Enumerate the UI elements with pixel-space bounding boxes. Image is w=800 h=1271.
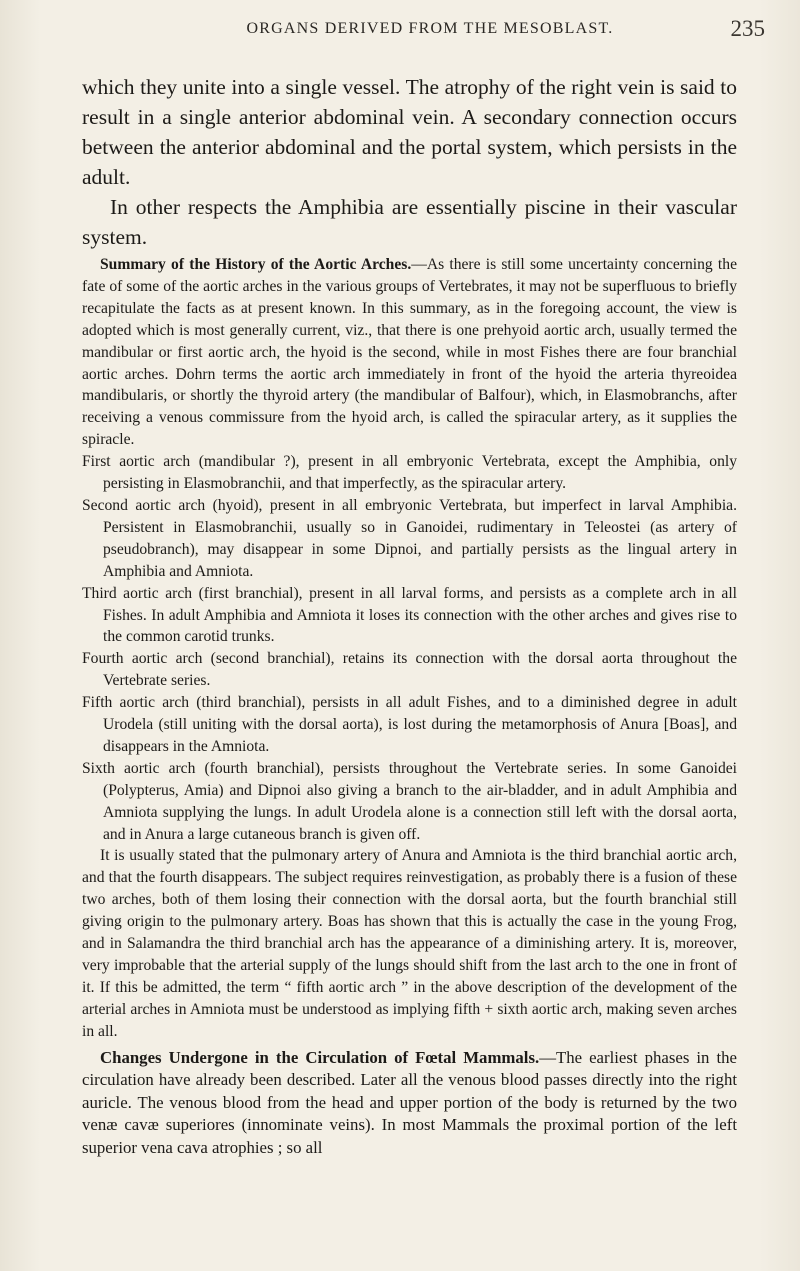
summary-text: —As there is still some uncertainty concerning the fate of some of the aortic arches in the various groups of Vertebrates, it may not be superfluous to briefly recapitulate the facts as at present known. In this summary, as in the foregoing account, the view is adopted which is most generally current, viz., that there is one prehyoid aortic arch, usually termed the mandibular or first aortic arch, the hyoid is the second, while in most Fishes there are four branchial aortic arches. Dohrn terms the aortic arch immediately in front of the hyoid the arteria thyreoidea mandibularis, or shortly the thyroid artery (the mandibular of Balfour), which, in Elasmobranchs, after receiving a venous commissure from the hyoid arch, is called the spiracular artery, as it supplies the spiracle. [82,256,737,449]
aortic-arch-list [82,451,737,845]
running-head [95,16,765,50]
summary-heading: Summary of the History of the Aortic Arches. [100,256,412,273]
arch-item-fourth: Fourth aortic arch (second branchial), retains its connection with the dorsal aorta throughout the Vertebrate series. [82,650,737,690]
page-number: 235 [730,16,765,41]
running-title: ORGANS DERIVED FROM THE MESOBLAST. [246,20,614,37]
arch-item-first: First aortic arch (mandibular ?), present in all embryonic Vertebrata, except the Amphibia, only persisting in Elasmobranchii, and that imperfectly, as the spiracular artery. [82,453,737,493]
foetal-heading: Changes Undergone in the Circulation of Fœtal Mammals. [100,1047,540,1067]
pulmonary-paragraph: It is usually stated that the pulmonary artery of Anura and Amniota is the third branchial aortic arch, and that the fourth disappears. The subject requires reinvestigation, as probably there is a fusion of these two arches, both of them losing their connection with the dorsal aorta, but the fourth branchial still giving origin to the pulmonary artery. Boas has shown that this is actually the case in the young Frog, and in Salamandra the third branchial arch has the appearance of a diminishing artery. It is, moreover, very improbable that the arterial supply of the lungs should shift from the last arch to the one in front of it. If this be admitted, the term “ fifth aortic arch ” in the above description of the development of the arterial arches in Amniota must be understood as implying fifth + sixth aortic arch, making seven arches in all. [82,847,737,1040]
foetal-paragraph [82,1047,737,1160]
arch-item-third: Third aortic arch (first branchial), present in all larval forms, and persists as a complete arch in all Fishes. In adult Amphibia and Amniota it loses its connection with the other arches and gives rise to the common carotid trunks. [82,584,737,646]
intro-text [82,72,737,252]
arch-item-second: Second aortic arch (hyoid), present in all embryonic Vertebrata, but imperfect in larval Amphibia. Persistent in Elasmobranchii, usually so in Ganoidei, rudimentary in Teleostei (as artery of pseudobranch), may disappear in some Dipnoi, and partially persists as the lingual artery in Amphibia and Amniota. [82,496,737,580]
foetal-text: —The earliest phases in the circulation have already been described. Later all the venous blood passes directly into the right auricle. The venous blood from the head and upper portion of the body is returned by the two venæ cavæ superiores (innominate veins). In most Mammals the proximal portion of the left superior vena cava atrophies ; so all [82,1047,737,1157]
intro-paragraph-1: which they unite into a single vessel. The atrophy of the right vein is said to result in a single anterior abdominal vein. A secondary connection occurs between the anterior abdominal and the portal system, which persists in the adult. [82,75,737,189]
small-print-section [82,254,737,1159]
summary-paragraph [82,254,737,451]
arch-item-fifth: Fifth aortic arch (third branchial), persists in all adult Fishes, and to a diminished degree in adult Urodela (still uniting with the dorsal aorta), is lost during the metamorphosis of Anura [Boas], and disappears in the Amniota. [82,694,737,755]
arch-item-sixth: Sixth aortic arch (fourth branchial), persists throughout the Vertebrate series. In some Ganoidei (Polypterus, Amia) and Dipnoi also giving a branch to the air-bladder, and in adult Amphibia and Amniota supplying the lungs. In adult Urodela alone is a connection still left with the dorsal aorta, and in Anura a large cutaneous branch is given off. [82,759,737,843]
intro-paragraph-2: In other respects the Amphibia are essentially piscine in their vascular system. [82,195,737,249]
